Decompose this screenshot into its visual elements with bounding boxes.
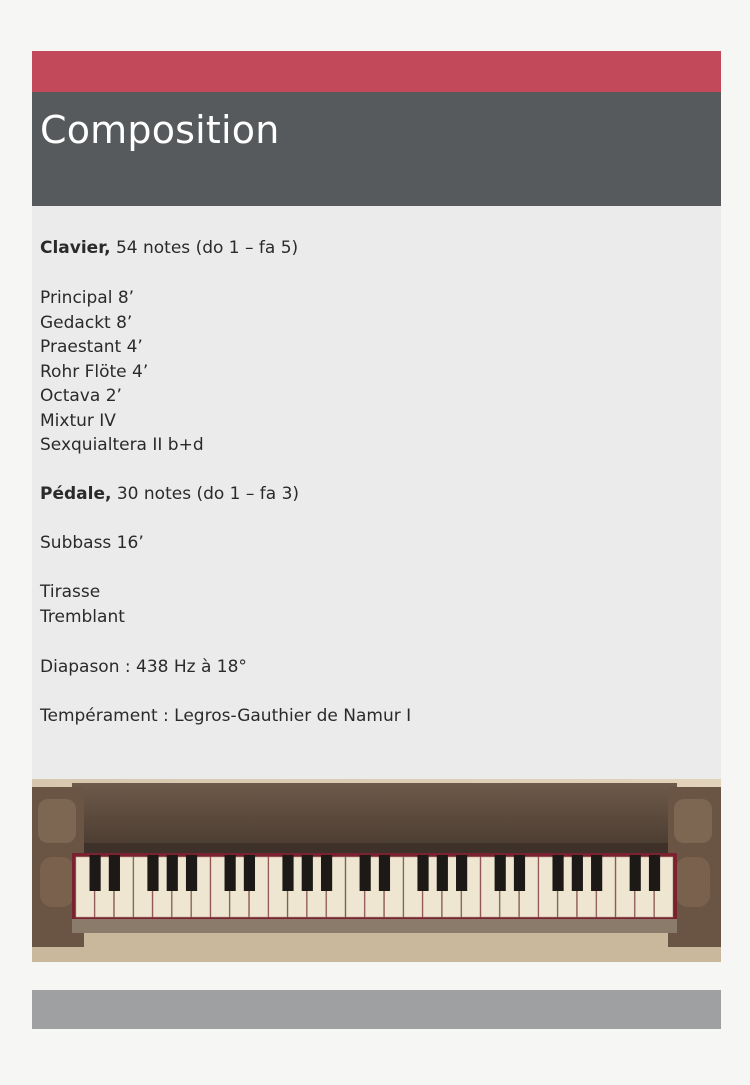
black-key bbox=[437, 855, 448, 891]
black-key bbox=[417, 855, 428, 891]
black-key bbox=[321, 855, 332, 891]
pedale-heading bbox=[40, 482, 299, 507]
accessory-item: Tirasse bbox=[40, 582, 101, 602]
footer-bar bbox=[32, 990, 721, 1029]
stop-item: Praestant 4’ bbox=[40, 337, 143, 357]
stop-item: Subbass 16’ bbox=[40, 533, 144, 553]
black-key bbox=[649, 855, 660, 891]
black-key bbox=[282, 855, 293, 891]
black-key bbox=[90, 855, 101, 891]
keyboard-illustration bbox=[32, 779, 721, 962]
stop-item: Mixtur IV bbox=[40, 410, 116, 431]
clavier-label: Clavier, bbox=[40, 238, 111, 258]
black-key bbox=[572, 855, 583, 891]
page-title: Composition bbox=[40, 108, 280, 152]
black-key bbox=[379, 855, 390, 891]
stop-item: Gedackt 8’ bbox=[40, 312, 133, 333]
black-key bbox=[186, 855, 197, 891]
black-key bbox=[591, 855, 602, 891]
black-key bbox=[147, 855, 158, 891]
black-key bbox=[167, 855, 178, 891]
clavier-heading bbox=[40, 236, 298, 261]
accent-bar bbox=[32, 51, 721, 92]
clavier-stop-list bbox=[40, 286, 204, 458]
black-key bbox=[225, 855, 236, 891]
pedale-details: 30 notes (do 1 – fa 3) bbox=[111, 484, 300, 504]
black-key bbox=[302, 855, 313, 891]
pedale-stop-list bbox=[40, 531, 144, 556]
stop-item: Rohr Flöte 4’ bbox=[40, 361, 149, 382]
black-key bbox=[456, 855, 467, 891]
keys-group bbox=[76, 855, 673, 917]
stop-item: Octava 2’ bbox=[40, 386, 122, 406]
black-key bbox=[244, 855, 255, 891]
diapason-line: Diapason : 438 Hz à 18° bbox=[40, 657, 247, 677]
pedale-label: Pédale, bbox=[40, 484, 112, 504]
black-key bbox=[109, 855, 120, 891]
black-key bbox=[360, 855, 371, 891]
black-key bbox=[495, 855, 506, 891]
accessory-item: Tremblant bbox=[40, 606, 125, 627]
keyboard-photo bbox=[32, 779, 721, 962]
black-key bbox=[630, 855, 641, 891]
stop-item: Sexquialtera II b+d bbox=[40, 435, 204, 455]
accessory-list bbox=[40, 580, 125, 629]
stop-item: Principal 8’ bbox=[40, 288, 135, 308]
black-key bbox=[514, 855, 525, 891]
temperament-line: Tempérament : Legros-Gauthier de Namur I bbox=[40, 706, 412, 726]
clavier-details: 54 notes (do 1 – fa 5) bbox=[110, 238, 299, 258]
black-key bbox=[552, 855, 563, 891]
